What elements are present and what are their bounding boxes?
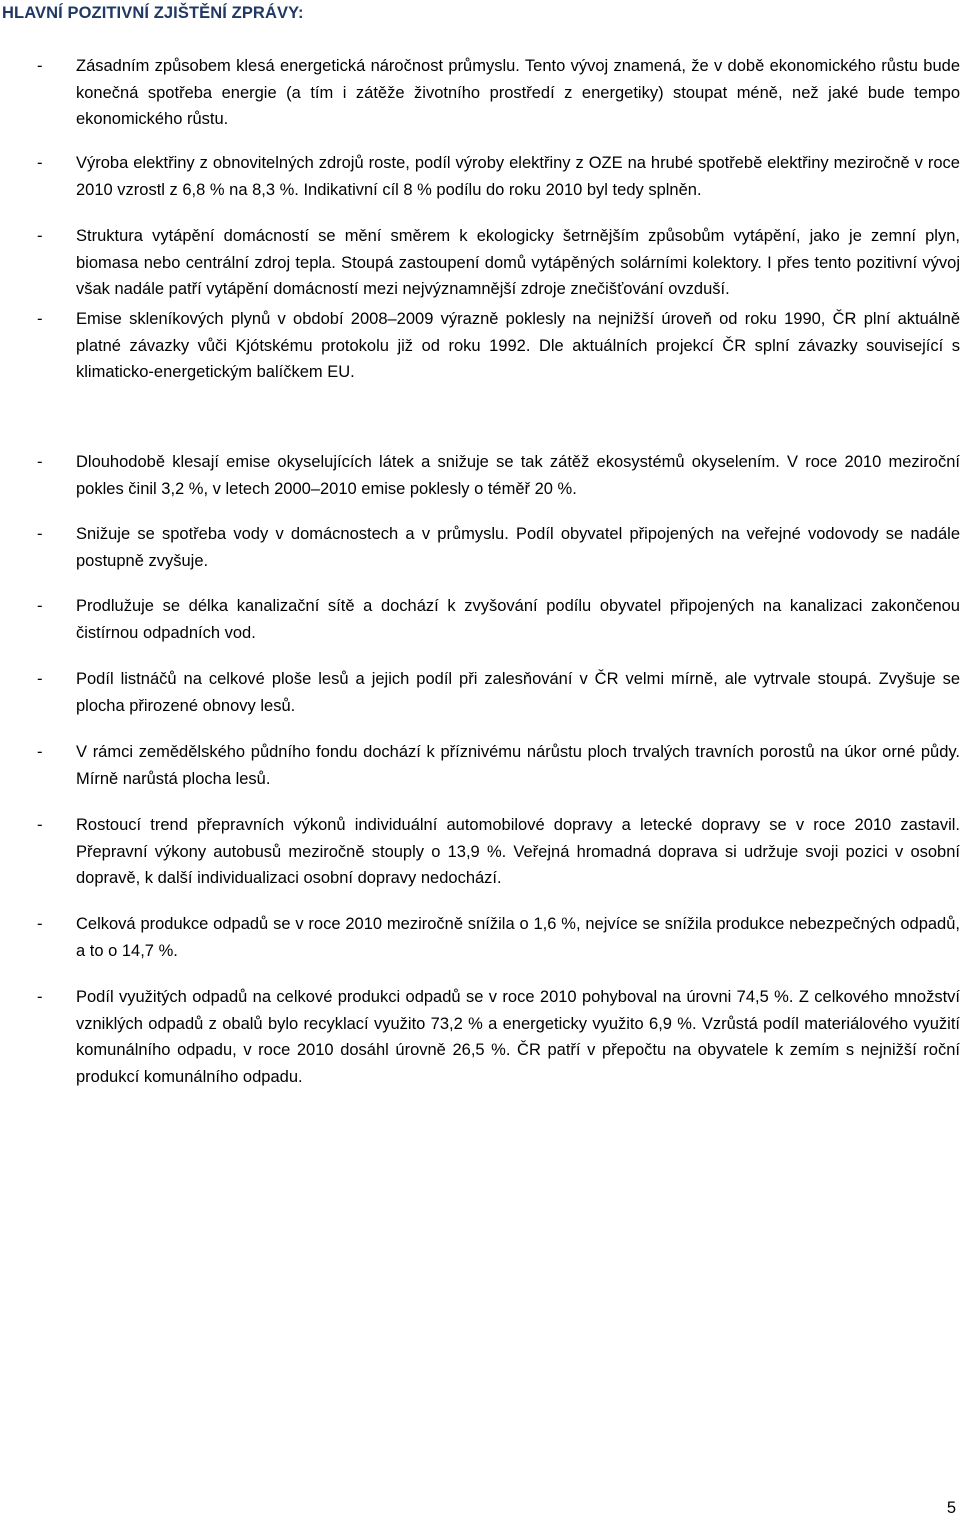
list-item-text: Dlouhodobě klesají emise okyselujících látek a snižuje se tak zátěž ekosystémů okyselením. V roce 2010 meziroční pokles činil 3,2 %, v letech 2000–2010 emise poklesly o téměř 20 %. [76, 453, 960, 498]
list-item [0, 53, 960, 133]
list-item [0, 223, 960, 303]
list-item-text: Podíl využitých odpadů na celkové produkci odpadů se v roce 2010 pohyboval na úrovni 74,5 %. Z celkového množství vzniklých odpadů z obalů bylo recyklací využito 73,2 % a energeticky využito 6,9 %. Vzrůstá podíl materiálového využití komunálního odpadu, v roce 2010 dosáhl úrovně 26,5 %. ČR patří v přepočtu na obyvatele k zemím s nejnižší roční produkcí komunálního odpadu. [76, 988, 960, 1086]
list-item [0, 150, 960, 203]
list-item-text: Struktura vytápění domácností se mění směrem k ekologicky šetrnějším způsobům vytápění, jako je zemní plyn, biomasa nebo centrální zdroj tepla. Stoupá zastoupení domů vytápěných solárními kolektory. I přes tento pozitivní vývoj však nadále patří vytápění domácností mezi nejvýznamnější zdroje znečišťování ovzduší. [76, 227, 960, 298]
list-item [0, 739, 960, 792]
bullet-dash: - [37, 597, 43, 615]
list-item-text: V rámci zemědělského půdního fondu dochází k příznivému nárůstu ploch trvalých travních porostů na úkor orné půdy. Mírně narůstá plocha lesů. [76, 743, 960, 788]
list-item [0, 521, 960, 574]
bullet-dash: - [37, 57, 43, 75]
bullet-dash: - [37, 525, 43, 543]
list-item [0, 306, 960, 386]
list-item [0, 911, 960, 964]
list-item-text: Celková produkce odpadů se v roce 2010 meziročně snížila o 1,6 %, nejvíce se snížila produkce nebezpečných odpadů, a to o 14,7 %. [76, 915, 960, 960]
page-number: 5 [946, 1499, 956, 1517]
list-item [0, 449, 960, 502]
list-item-text: Prodlužuje se délka kanalizační sítě a dochází k zvyšování podílu obyvatel připojených na kanalizaci zakončenou čistírnou odpadních vod. [76, 597, 960, 642]
list-item-text: Emise skleníkových plynů v období 2008–2009 výrazně poklesly na nejnižší úroveň od roku 1990, ČR plní aktuálně platné závazky vůči Kjótskému protokolu již od roku 1992. Dle aktuálních projekcí ČR splní závazky související s klimaticko-energetickým balíčkem EU. [76, 310, 960, 381]
bullet-dash: - [37, 227, 43, 245]
list-item [0, 812, 960, 892]
page-heading: HLAVNÍ POZITIVNÍ ZJIŠTĚNÍ ZPRÁVY: [2, 4, 304, 22]
bullet-dash: - [37, 816, 43, 834]
list-item [0, 666, 960, 719]
bullet-dash: - [37, 310, 43, 328]
bullet-dash: - [37, 670, 43, 688]
bullet-dash: - [37, 154, 43, 172]
bullet-dash: - [37, 988, 43, 1006]
bullet-dash: - [37, 743, 43, 761]
list-item-text: Snižuje se spotřeba vody v domácnostech a v průmyslu. Podíl obyvatel připojených na veřejné vodovody se nadále postupně zvyšuje. [76, 525, 960, 570]
list-item [0, 593, 960, 646]
list-item-text: Rostoucí trend přepravních výkonů individuální automobilové dopravy a letecké dopravy se v roce 2010 zastavil. Přepravní výkony autobusů meziročně stouply o 13,9 %. Veřejná hromadná doprava si udržuje svoji pozici v osobní dopravě, k další individualizaci osobní dopravy nedochází. [76, 816, 960, 887]
list-item [0, 984, 960, 1090]
list-item-text: Výroba elektřiny z obnovitelných zdrojů roste, podíl výroby elektřiny z OZE na hrubé spotřebě elektřiny meziročně v roce 2010 vzrostl z 6,8 % na 8,3 %. Indikativní cíl 8 % podílu do roku 2010 byl tedy splněn. [76, 154, 960, 199]
list-item-text: Podíl listnáčů na celkové ploše lesů a jejich podíl při zalesňování v ČR velmi mírně, ale vytrvale stoupá. Zvyšuje se plocha přirozené obnovy lesů. [76, 670, 960, 715]
bullet-dash: - [37, 453, 43, 471]
bullet-dash: - [37, 915, 43, 933]
list-item-text: Zásadním způsobem klesá energetická náročnost průmyslu. Tento vývoj znamená, že v době ekonomického růstu bude konečná spotřeba energie (a tím i zátěže životního prostředí z energetiky) stoupat méně, než jaké bude tempo ekonomického růstu. [76, 57, 960, 128]
